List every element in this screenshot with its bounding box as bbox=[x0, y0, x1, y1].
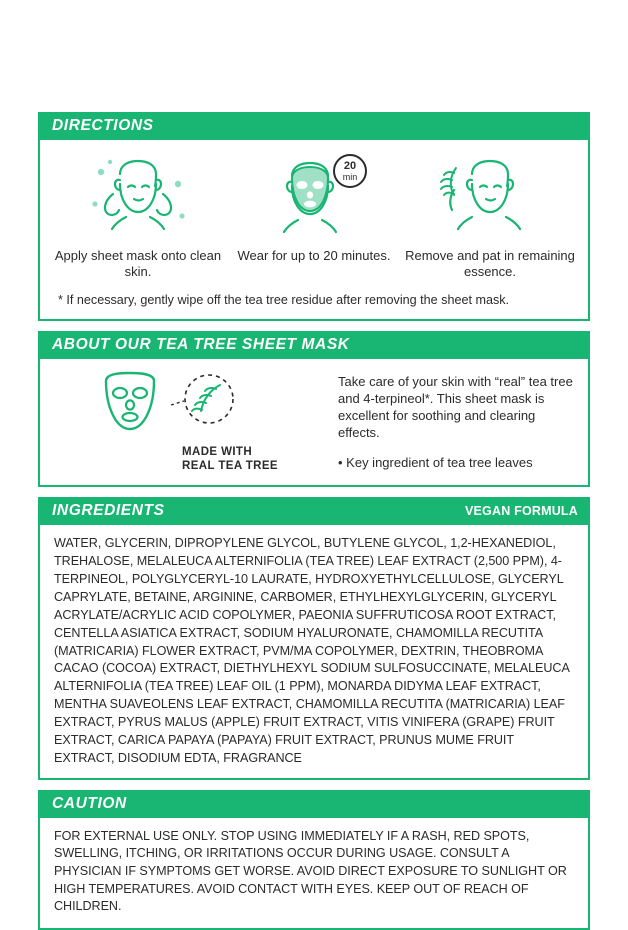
made-with-badge bbox=[182, 445, 278, 474]
made-with-line1: MADE WITH bbox=[182, 445, 253, 458]
product-insert bbox=[38, 112, 590, 930]
caution-text: FOR EXTERNAL USE ONLY. STOP USING IMMEDIATELY IF A RASH, RED SPOTS, SWELLING, ITCHING, OR IRRITATIONS OCCUR DURING USAGE. CONSULT A PHYSICIAN IF SYMPTOMS GET WORSE. AVOID DIRECT EXPOSURE TO SUNLIGHT OR HIGH TEMPERATURES. AVOID CONTACT WITH EYES. KEEP OUT OF REACH OF CHILDREN. bbox=[38, 818, 590, 930]
direction-step-caption: Wear for up to 20 minutes. bbox=[237, 248, 391, 263]
face-patting-essence-leaf-icon bbox=[404, 154, 576, 240]
face-with-sheet-mask-timer-icon bbox=[228, 154, 400, 240]
ingredients-header-bar bbox=[38, 497, 590, 525]
direction-step bbox=[404, 154, 576, 281]
direction-step-caption: Remove and pat in remaining essence. bbox=[405, 248, 575, 280]
about-body bbox=[38, 359, 590, 488]
directions-header-bar bbox=[38, 112, 590, 140]
caution-title: CAUTION bbox=[52, 794, 127, 812]
face-applying-mask-icon bbox=[52, 154, 224, 240]
about-illustration bbox=[50, 371, 332, 474]
direction-step-caption: Apply sheet mask onto clean skin. bbox=[54, 248, 222, 280]
timer-value: 20 bbox=[343, 160, 357, 172]
ingredients-title: INGREDIENTS bbox=[52, 502, 165, 520]
about-title: ABOUT OUR TEA TREE SHEET MASK bbox=[52, 335, 350, 353]
directions-note: * If necessary, gently wipe off the tea tree residue after removing the sheet mask. bbox=[58, 292, 510, 307]
direction-step bbox=[228, 154, 400, 264]
made-with-line2: REAL TEA TREE bbox=[182, 459, 278, 472]
vegan-formula-badge: VEGAN FORMULA bbox=[464, 504, 578, 519]
spacer bbox=[38, 780, 590, 790]
directions-steps bbox=[50, 154, 578, 281]
ingredients-list: WATER, GLYCERIN, DIPROPYLENE GLYCOL, BUTYLENE GLYCOL, 1,2-HEXANEDIOL, TREHALOSE, MELALEUCA ALTERNIFOLIA (TEA TREE) LEAF EXTRACT (2,500 PPM), 4-TERPINEOL, POLYGLYCERYL-10 LAURATE, HYDROXYETHYLCELLULOSE, GLYCERYL CAPRYLATE, BETAINE, ARGININE, CARBOMER, ETHYLHEXYLGLYCERIN, GLYCERYL ACRYLATE/ACRYLIC ACID COPOLYMER, PAEONIA SUFFRUTICOSA ROOT EXTRACT, CENTELLA ASIATICA EXTRACT, SODIUM HYALURONATE, CHAMOMILLA RECUTITA (MATRICARIA) FLOWER EXTRACT, PVM/MA COPOLYMER, DEXTRIN, THEOBROMA CACAO (COCOA) EXTRACT, DIETHYLHEXYL SODIUM SULFOSUCCINATE, MELALEUCA ALTERNIFOLIA (TEA TREE) LEAF OIL (1 PPM), MONARDA DIDYMA LEAF EXTRACT, MENTHA SUAVEOLENS LEAF EXTRACT, CHAMOMILLA RECUTITA (MATRICARIA) LEAF EXTRACT, PYRUS MALUS (APPLE) FRUIT EXTRACT, VITIS VINIFERA (GRAPE) FRUIT EXTRACT, CARICA PAPAYA (PAPAYA) FRUIT EXTRACT, PRUNUS MUME FRUIT EXTRACT, DISODIUM EDTA, FRAGRANCE bbox=[38, 525, 590, 779]
about-header-bar bbox=[38, 331, 590, 359]
direction-step bbox=[52, 154, 224, 281]
caution-header-bar bbox=[38, 790, 590, 818]
about-description: Take care of your skin with “real” tea tree and 4-terpineol*. This sheet mask is excellent for soothing and clearing effects. bbox=[338, 373, 573, 441]
spacer bbox=[38, 487, 590, 497]
directions-body bbox=[38, 140, 590, 321]
directions-title: DIRECTIONS bbox=[52, 117, 154, 134]
timer-unit: min bbox=[342, 172, 358, 182]
about-text-block bbox=[332, 371, 578, 471]
about-key-ingredient: • Key ingredient of tea tree leaves bbox=[338, 454, 533, 470]
sheet-mask-tea-tree-icon bbox=[66, 371, 316, 443]
spacer bbox=[38, 321, 590, 331]
